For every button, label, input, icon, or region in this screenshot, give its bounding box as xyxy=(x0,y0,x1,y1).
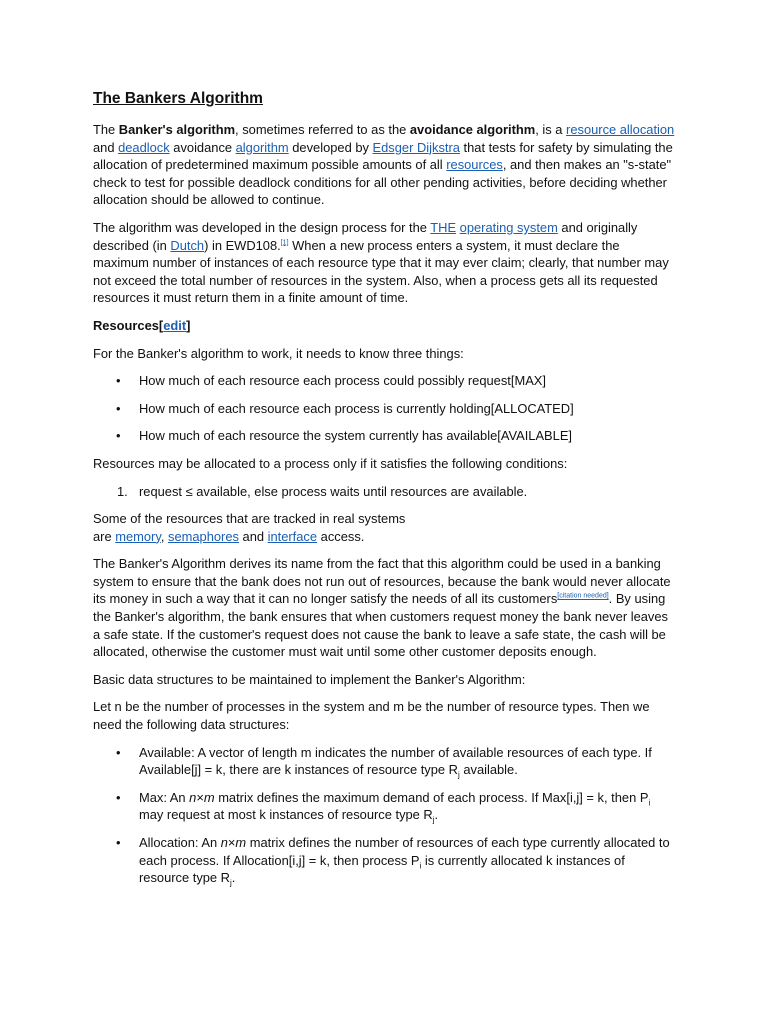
text-run: developed by xyxy=(288,139,373,155)
reference-link-1[interactable]: [1] xyxy=(280,239,289,247)
link-resource-allocation[interactable]: resource allocation xyxy=(566,122,675,137)
text-run: that tests for safety by simulating the allocation of predetermined maximum possible amounts of all xyxy=(93,139,673,173)
bold-term-avoidance-algorithm: avoidance algorithm xyxy=(409,122,536,137)
history-paragraph xyxy=(93,219,678,307)
italic-m: m xyxy=(203,789,215,805)
tracked-resources-paragraph xyxy=(93,510,678,545)
banking-paragraph xyxy=(93,555,678,661)
text-run: , is a xyxy=(535,122,567,137)
text-run: avoidance xyxy=(169,139,236,155)
text-run: are xyxy=(93,528,116,544)
edit-link[interactable]: edit xyxy=(163,317,187,333)
text-run: When a new process enters a system, it must declare the maximum number of instances of each resource type that it may ever claim; clearly, that number may not exceed the total number of resources in the system. Also, when a process gets all its requested resources it must return them in a finite amount of time. xyxy=(93,237,669,306)
link-dutch[interactable]: Dutch xyxy=(170,237,205,253)
list-item-allocation xyxy=(139,834,678,887)
link-deadlock[interactable]: deadlock xyxy=(118,139,170,155)
text-run: access. xyxy=(317,528,365,544)
text-run: Allocation: An xyxy=(139,835,221,850)
text-run: and originally described (in xyxy=(93,219,638,253)
bold-term-bankers-algorithm: Banker's algorithm xyxy=(118,122,236,137)
text-run: The Banker's Algorithm derives its name from the fact that this algorithm could be used in a banking system to ensure that the bank does not run out of resources, because the bank would never allocate its money in such a way that it can no longer satisfy the needs of all its customers xyxy=(93,556,671,607)
condition-text: request ≤ available, else process waits until resources are available. xyxy=(139,483,528,499)
text-run: matrix defines the number of resources of each type currently allocated to each process. If Allocation[i,j] = k, then process P xyxy=(139,835,670,868)
text-run: × xyxy=(227,835,236,850)
list-item xyxy=(117,483,678,501)
link-edsger-dijkstra[interactable]: Edsger Dijkstra xyxy=(372,139,460,155)
link-the[interactable]: THE xyxy=(430,219,457,235)
definitions-paragraph: Let n be the number of processes in the system and m be the number of resource types. Then we need the following data structures: xyxy=(93,699,650,733)
three-things-intro: For the Banker's algorithm to work, it needs to know three things: xyxy=(93,345,464,361)
text-run: is currently allocated k instances of resource type R xyxy=(139,852,625,886)
subscript: j xyxy=(432,815,435,825)
list-item: • How much of each resource the system currently has available[AVAILABLE] xyxy=(139,427,678,445)
text-run: matrix defines the maximum demand of each process. If Max[i,j] = k, then P xyxy=(214,789,649,805)
text-run: and xyxy=(238,528,268,544)
text-run: Some of the resources that are tracked in real systems xyxy=(93,511,406,527)
data-structures-intro: Basic data structures to be maintained to implement the Banker's Algorithm: xyxy=(93,671,526,687)
text-run: may request at most k instances of resource type R xyxy=(139,807,433,823)
subscript: j xyxy=(457,770,460,780)
list-number: 1. xyxy=(117,483,128,499)
text-run: Available: A vector of length m indicates the number of available resources of each type. If Available[j] = k, there are k instances of resource type R xyxy=(139,744,652,778)
conditions-list xyxy=(93,483,678,501)
subscript: j xyxy=(230,878,232,888)
text-run: , and then makes an "s-state" check to test for possible deadlock conditions for all other pending activities, before deciding whether allocation should be allowed to continue. xyxy=(93,157,672,208)
text-run: The xyxy=(93,122,119,137)
resources-heading xyxy=(93,317,678,335)
text-run: available. xyxy=(459,762,518,778)
text-run: and xyxy=(93,139,119,155)
text-run: The algorithm was developed in the design process for the xyxy=(93,219,431,235)
link-semaphores[interactable]: semaphores xyxy=(168,528,239,544)
text-run: × xyxy=(196,789,204,805)
citation-needed-link[interactable]: [citation needed] xyxy=(557,593,609,601)
bracket: ] xyxy=(186,317,191,333)
list-item-max xyxy=(139,789,678,824)
data-structures-list xyxy=(93,744,678,887)
page-title: The Bankers Algorithm xyxy=(93,90,263,107)
resources-heading-label: Resources xyxy=(93,317,159,333)
italic-n: n xyxy=(220,835,228,850)
list-item: • How much of each resource each process could possibly request[MAX] xyxy=(139,372,678,390)
link-algorithm[interactable]: algorithm xyxy=(235,139,289,155)
bracket: [ xyxy=(158,317,164,333)
subscript: i xyxy=(648,798,651,808)
document-body xyxy=(93,89,678,897)
text-run: . xyxy=(434,807,439,823)
subscript: i xyxy=(419,861,422,871)
text-run: . xyxy=(231,870,236,886)
text-run: , sometimes referred to as the xyxy=(235,122,410,137)
list-item: • How much of each resource each process is currently holding[ALLOCATED] xyxy=(139,400,678,418)
italic-n: n xyxy=(189,789,197,805)
italic-m: m xyxy=(235,835,247,850)
link-interface[interactable]: interface xyxy=(267,528,318,544)
text-run: , xyxy=(160,528,168,544)
text-run: . By using the Banker's algorithm, the bank ensures that when customers request money the bank never leaves a safe state. If the customer's request does not cause the bank to leave a safe state, the cash will be allocated, otherwise the customer must wait until some other customer deposits enough. xyxy=(93,591,668,660)
intro-paragraph xyxy=(93,121,678,209)
link-memory[interactable]: memory xyxy=(115,528,161,544)
conditions-intro: Resources may be allocated to a process only if it satisfies the following conditions: xyxy=(93,455,568,471)
reference-1 xyxy=(281,239,289,246)
text-run: Max: An xyxy=(139,789,190,805)
three-things-list xyxy=(93,372,678,445)
list-item-available xyxy=(139,744,678,779)
text-run: ) in EWD108. xyxy=(204,237,281,253)
link-operating-system[interactable]: operating system xyxy=(459,219,558,235)
link-resources[interactable]: resources xyxy=(446,157,503,173)
citation-needed xyxy=(557,593,608,600)
